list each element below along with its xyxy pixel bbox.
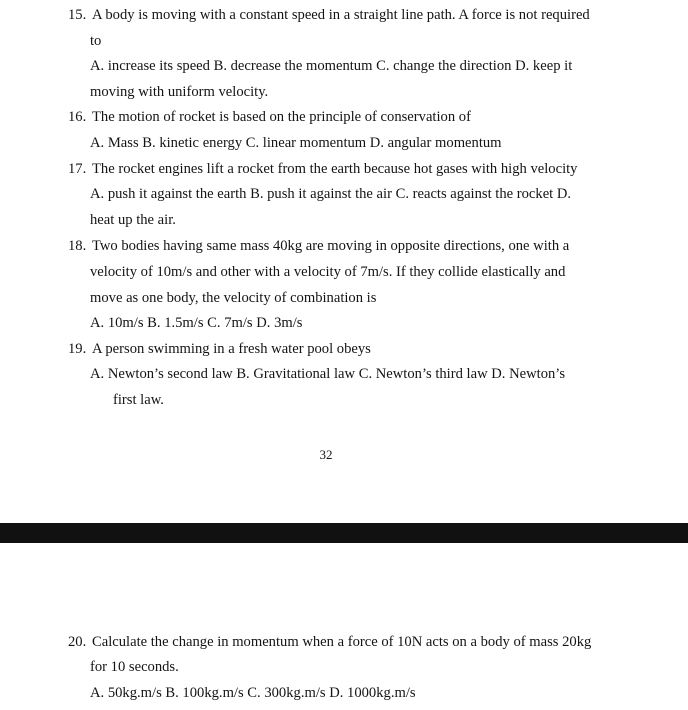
- question-18-text: Two bodies having same mass 40kg are moving in opposite directions, one with a: [92, 238, 570, 254]
- question-20-text: Calculate the change in momentum when a force of 10N acts on a body of mass 20kg: [92, 634, 592, 650]
- question-19-options-line-1: A. Newton’s second law B. Gravitational law C. Newton’s third law D. Newton’s: [90, 366, 566, 382]
- question-18-stem-line-2: velocity of 10m/s and other with a velocity of 7m/s. If they collide elastically and: [90, 264, 566, 280]
- question-18-stem-line-3: move as one body, the velocity of combination is: [90, 290, 377, 306]
- question-15-stem-line-1: [68, 6, 590, 24]
- page-break-divider: [0, 523, 688, 543]
- question-17-number: 17.: [68, 161, 87, 177]
- question-20-stem-line-2: for 10 seconds.: [90, 659, 179, 675]
- question-17-options-line-1: A. push it against the earth B. push it against the air C. reacts against the rocket D.: [90, 186, 572, 202]
- question-15-text: A body is moving with a constant speed in a straight line path. A force is not required: [92, 7, 590, 23]
- question-15-stem-line-2: to: [90, 33, 102, 49]
- question-15-options-line-2: moving with uniform velocity.: [90, 84, 269, 100]
- question-18-number: 18.: [68, 238, 87, 254]
- question-20-number: 20.: [68, 634, 87, 650]
- question-15-number: 15.: [68, 7, 87, 23]
- question-17-options-line-2: heat up the air.: [90, 212, 176, 228]
- question-18-options: A. 10m/s B. 1.5m/s C. 7m/s D. 3m/s: [90, 315, 303, 331]
- question-17-stem: [68, 160, 577, 178]
- question-16-stem: [68, 108, 471, 126]
- question-16-number: 16.: [68, 109, 87, 125]
- question-19-text: A person swimming in a fresh water pool obeys: [92, 341, 371, 357]
- question-18-stem-line-1: [68, 237, 569, 255]
- question-19-stem: [68, 340, 371, 358]
- question-20-options: A. 50kg.m/s B. 100kg.m/s C. 300kg.m/s D. 1000kg.m/s: [90, 685, 416, 701]
- question-16-text: The motion of rocket is based on the principle of conservation of: [92, 109, 471, 125]
- question-15-options-line-1: A. increase its speed B. decrease the momentum C. change the direction D. keep it: [90, 58, 573, 74]
- question-16-options: A. Mass B. kinetic energy C. linear momentum D. angular momentum: [90, 135, 502, 151]
- question-19-number: 19.: [68, 341, 87, 357]
- question-20-stem-line-1: [68, 633, 591, 651]
- question-17-text: The rocket engines lift a rocket from the earth because hot gases with high velocity: [92, 161, 578, 177]
- question-19-options-line-2: first law.: [113, 392, 164, 408]
- page-number: 32: [319, 447, 333, 462]
